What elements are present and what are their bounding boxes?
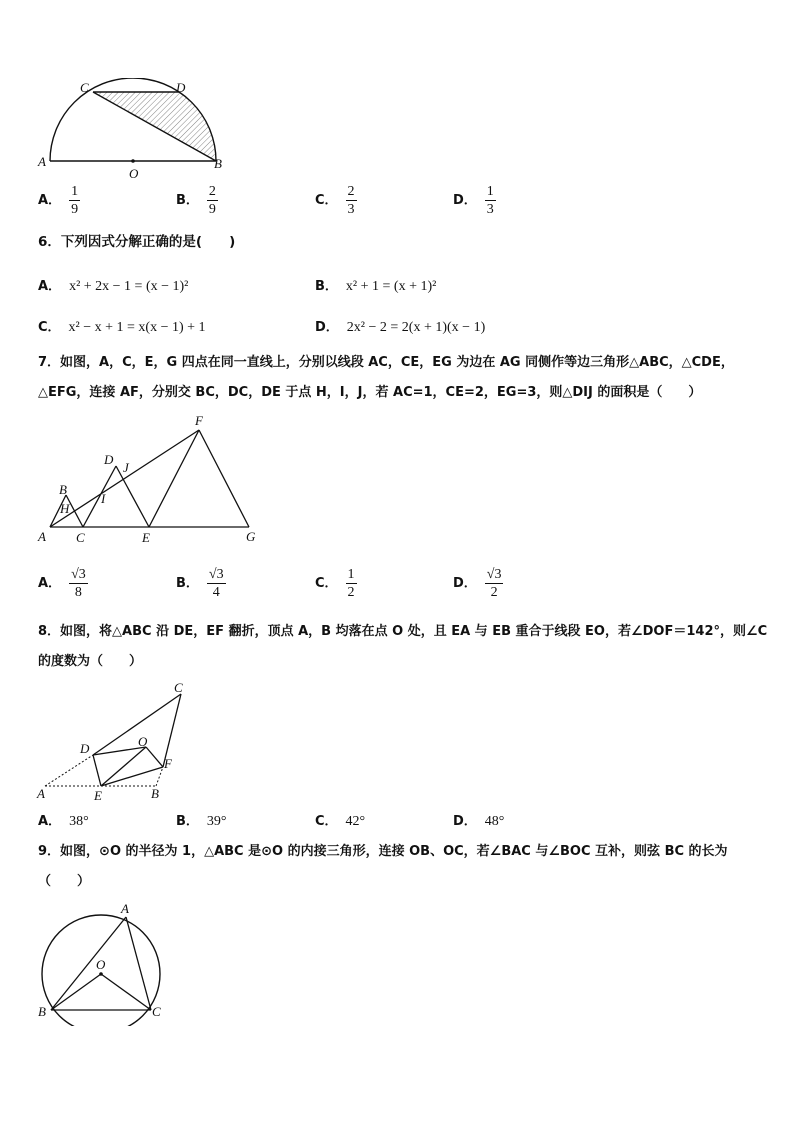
q7-option-a: A． $\frac{√3}{8}$ [38,567,86,600]
q9-stem-line1: 9．如图，⊙O 的半径为 1，△ABC 是⊙O 的内接三角形，连接 OB、OC，若∠BAC 与∠BOC 互补，则弦 BC 的长为 [38,844,728,859]
q7-label-i: I [101,491,106,506]
q6-option-a: A． x² + 2x − 1 = (x − 1)² [38,279,189,294]
q8-figure [34,680,198,804]
q8-label-a: A [37,786,45,801]
q8-option-c: C． 42° [315,814,366,829]
q6-stem: 6．下列因式分解正确的是( ) [38,234,236,250]
q9-stem-line2: （ ） [38,874,91,889]
q7-label-c: C [76,530,85,545]
q5-center-point [131,159,135,163]
q7-line-af [50,430,199,527]
q5-figure [36,78,236,182]
q7-label-a: A [38,529,46,544]
q7-figure [34,410,268,550]
q6-option-d: D． 2x² − 2 = 2(x + 1)(x − 1) [315,320,486,335]
q7-label-d: D [104,452,114,467]
q7-stem-line1: 7．如图，A，C，E，G 四点在同一直线上，分别以线段 AC，CE，EG 为边在 AG 同侧作等边三角形△ABC，△CDE， [38,355,734,370]
q5-label-a: A [38,154,46,169]
q7-option-d: D． $\frac{√3}{2}$ [453,567,502,600]
q5-label-o: O [129,166,139,181]
q9-label-b: B [38,1004,46,1019]
q5-label-c: C [80,80,89,95]
q8-label-c: C [174,680,183,695]
q9-center-point [99,972,103,976]
q8-stem-line2: 的度数为（ ） [38,654,143,669]
q9-label-c: C [152,1004,161,1019]
q7-option-b: B． $\frac{√3}{4}$ [176,567,224,600]
q9-label-o: O [96,957,106,972]
q8-stem-line1: 8．如图，将△ABC 沿 DE，EF 翻折，顶点 A，B 均落在点 O 处，且 EA 与 EB 重合于线段 EO，若∠DOF＝142°，则∠C [38,624,768,639]
q7-label-e: E [142,530,150,545]
q5-label-b: B [214,156,222,171]
q8-option-d: D． 48° [453,814,505,829]
q7-stem-line2: △EFG，连接 AF，分别交 BC，DC，DE 于点 H，I，J，若 AC=1，CE=2，EG=3，则△DIJ 的面积是（ ） [38,385,702,400]
q8-label-e: E [94,788,102,803]
q8-label-f: F [164,756,172,771]
q7-option-c: C． $\frac{1}{2}$ [315,567,355,600]
q5-option-c: C． $\frac{2}{3}$ [315,184,355,217]
q7-label-j: J [123,460,129,475]
q5-label-d: D [176,80,186,95]
q9-figure [34,898,170,1026]
q8-label-d: D [80,741,90,756]
q8-option-a: A． 38° [38,814,89,829]
q6-option-b: B． x² + 1 = (x + 1)² [315,279,437,294]
q8-label-o: O [138,734,148,749]
q5-option-d: D． $\frac{1}{3}$ [453,184,494,217]
q6-option-c: C． x² − x + 1 = x(x − 1) + 1 [38,320,206,335]
q8-option-b: B． 39° [176,814,227,829]
q7-label-g: G [246,529,256,544]
q7-label-h: H [60,501,70,516]
q8-label-b: B [151,786,159,801]
q7-label-f: F [195,413,203,428]
q7-label-b: B [59,482,67,497]
q9-label-a: A [121,901,129,916]
q5-option-b: B． $\frac{2}{9}$ [176,184,216,217]
q5-option-a: A． $\frac{1}{9}$ [38,184,79,217]
